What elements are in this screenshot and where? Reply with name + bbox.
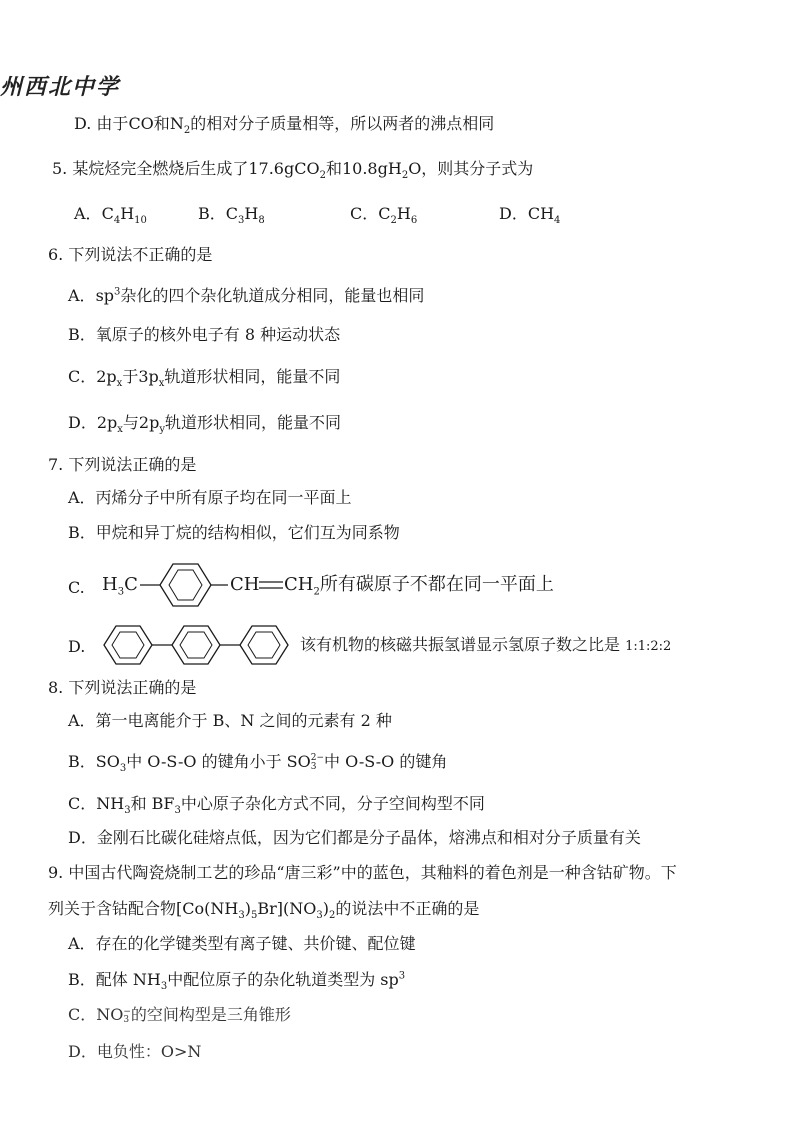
q5-d-ch-sub: 4 [554,215,561,227]
q9-c-no3-sup: − [123,1006,131,1017]
q7-c-h-sub: 3 [117,586,125,598]
q5-stem-d-sub: 2 [401,170,409,182]
q8-c-nh3-sub: 3 [124,805,131,817]
q9-stem2-sub4: 2 [328,910,336,922]
q6-option-b: B．氧原子的核外电子有 8 种运动状态 [68,325,341,344]
q6-a-label: A． [68,286,96,305]
q8-option-a: A．第一电离能介于 B、N 之间的元素有 2 种 [68,711,392,730]
q7-c-benzene-structure [140,560,230,610]
q6-d-2px-sub: x [117,424,123,436]
q7-c-double-bond [258,578,284,592]
q8-option-d: D．金刚石比碳化硅熔点低，因为它们都是分子晶体，熔沸点和相对分子质量有关 [68,828,641,847]
q7-d-label: D. [68,637,86,656]
q5-c-c-sub: 2 [390,215,397,227]
q5-stem-b: 17.6gCO [248,159,320,178]
q7-d-terphenyl-structure [100,622,296,668]
q9-c-no3: NO [96,1005,124,1024]
q5-c-h: H [396,204,411,223]
q9-option-c [68,1004,291,1026]
q9-b-sub: 3 [160,981,168,993]
q5-d-label: D． [499,204,528,223]
q9-stem2-b: ) [244,899,251,918]
q4-d-co: CO [128,114,154,133]
q5-c-label: C． [350,204,379,223]
q4-d-prefix: D. 由于 [74,114,129,133]
q6-d-2py: 2p [138,413,160,432]
q6-a-sp: sp [95,286,115,305]
q7-stem: 7. 下列说法正确的是 [48,455,197,474]
q5-a-c-sub: 4 [113,215,121,227]
q4-d-n2-sub: 2 [183,125,191,137]
q7-c-rest: 所有碳原子不都在同一平面上 [319,574,554,595]
q6-d-2px: 2p [96,413,118,432]
q9-stem-line2 [48,898,479,920]
q5-c-h-sub: 6 [410,215,418,227]
q5-b-c-sub: 3 [238,215,245,227]
q7-option-a: A．丙烯分子中所有原子均在同一平面上 [68,488,352,507]
q9-stem2-sub1: 3 [238,910,245,922]
q5-a-c: C [101,204,114,223]
q7-c-ch2-sub: 2 [313,586,320,598]
q7-c-c: C [124,574,138,595]
q9-c-label: C． [68,1005,97,1024]
q9-stem2-sub3: 3 [316,910,323,922]
q9-option-a: A．存在的化学键类型有离子键、共价键、配位键 [68,934,416,953]
q5-a-h: H [120,204,135,223]
q6-c-3p: 3p [138,367,159,386]
q6-option-a [68,285,424,307]
q6-d-2py-sub: y [159,424,165,436]
q5-stem-b-sub: 2 [319,170,326,182]
q7-c-label: C. [68,578,85,597]
q5-stem-e: O，则其分子式为 [408,159,534,178]
q6-c-rest: 轨道形状相同，能量不同 [164,367,341,386]
q8-b-mid: 中 O-S-O 的键角小于 SO [126,752,311,771]
q7-d-ratio: 1:1:2:2 [625,639,672,654]
q6-a-sup: 3 [114,286,121,298]
q5-option-d [499,203,560,225]
q8-b-label: B． [68,752,96,771]
q7-c-h3c [102,574,138,596]
q5-stem-a: 5. 某烷烃完全燃烧后生成了 [52,159,249,178]
q9-option-d: D．电负性：O>N [68,1042,202,1061]
q4-d-rest: 的相对分子质量相等，所以两者的沸点相同 [190,114,495,133]
q9-b-b: 中配位原子的杂化轨道类型为 sp [167,970,399,989]
q7-option-d-text [300,634,671,658]
q6-d-mid: 与 [122,413,139,432]
q9-stem2-a: 列关于含钴配合物[Co(NH [48,899,239,918]
q7-option-b: B．甲烷和异丁烷的结构相似，它们互为同系物 [68,523,400,542]
q8-stem: 8. 下列说法正确的是 [48,678,197,697]
q7-d-rest: 该有机物的核磁共振氢谱显示氢原子数之比是 [300,635,621,654]
q8-c-label: C． [68,794,97,813]
q6-d-rest: 轨道形状相同，能量不同 [165,413,342,432]
q9-option-b [68,969,405,991]
q8-c-bf3-sub: 3 [174,805,181,817]
q7-c-ch: CH [230,574,260,595]
q6-c-3p-sub: x [158,378,165,390]
q9-b-a: B．配体 NH [68,970,161,989]
q8-c-rest: 中心原子杂化方式不同，分子空间构型不同 [180,794,485,813]
q5-stem-d: 10.8gH [341,159,402,178]
q5-a-h-sub: 10 [134,215,147,227]
q7-c-h: H [102,574,118,595]
q8-b-rest: 中 O-S-O 的键角 [324,752,448,771]
q8-b-so3-sub: 3 [119,763,127,775]
q6-c-2p: 2p [96,367,117,386]
q5-option-c [350,203,417,225]
q5-b-c: C [225,204,239,223]
q8-c-and-bf3: 和 BF [130,794,175,813]
q5-stem [52,158,533,180]
q9-c-rest: 的空间构型是三角锥形 [130,1005,291,1024]
q4-d-and: 和 [153,114,170,133]
q5-b-h-sub: 8 [258,215,265,227]
q8-option-b [68,751,447,773]
q8-option-c [68,793,485,815]
q6-stem: 6. 下列说法不正确的是 [48,245,213,264]
q6-option-c [68,366,340,388]
q9-stem-line1: 9. 中国古代陶瓷烧制工艺的珍品“唐三彩”中的蓝色，其釉料的着色剂是一种含钴矿物。下 [48,863,677,882]
school-logo: 州西北中学 [0,74,121,100]
q9-stem2-sub2: 5 [250,910,258,922]
q4-d-n2: N [169,114,184,133]
q5-option-a [74,203,147,225]
q7-c-ch2 [284,574,554,596]
q6-d-label: D． [68,413,97,432]
q5-b-label: B． [198,204,226,223]
q8-b-ion-sup: 2− [310,752,325,763]
q6-c-2p-sub: x [116,378,123,390]
q9-stem2-d: ) [322,899,329,918]
q5-stem-c: 和 [325,159,342,178]
q9-b-sup: 3 [398,970,406,982]
q9-stem2-c: Br](NO [257,899,317,918]
q9-c-no3-sub: 3 [123,1014,130,1025]
q5-d-ch: CH [527,204,555,223]
q9-stem2-e: 的说法中不正确的是 [335,899,480,918]
q7-c-ch2-text: CH [284,574,314,595]
q6-c-label: C． [68,367,97,386]
q6-c-mid: 于 [122,367,139,386]
q4-option-d [74,113,494,135]
q6-a-rest: 杂化的四个杂化轨道成分相同，能量也相同 [120,286,425,305]
q8-b-so3: SO [95,752,120,771]
q5-a-label: A． [74,204,102,223]
q5-option-b [198,203,265,225]
q6-option-d [68,412,341,434]
q5-b-h: H [244,204,259,223]
q8-b-ion-sub: 3 [310,761,317,772]
q5-c-c: C [378,204,391,223]
q8-c-nh3: NH [96,794,125,813]
